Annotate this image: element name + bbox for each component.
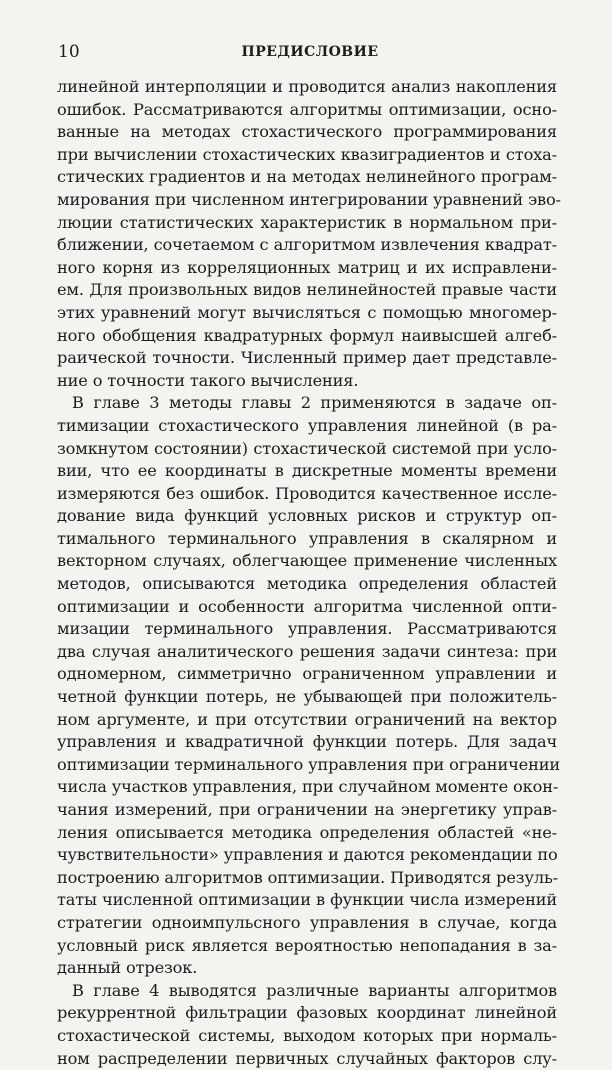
- text-line: чувствительности» управления и даются рекомендации по: [57, 845, 558, 865]
- text-line: рекуррентной фильтрации фазовых координат линейной: [57, 1003, 557, 1023]
- text-line: при вычислении стохастических квазиградиентов и стоха-: [57, 144, 557, 164]
- text-line: мизации терминального управления. Рассматриваются: [57, 619, 557, 639]
- text-line: оптимизации терминального управления при ограничении: [57, 754, 560, 774]
- text-line: измеряются без ошибок. Проводится качественное иссле-: [57, 483, 557, 503]
- text-line: таты численной оптимизации в функции числа измерений: [57, 890, 557, 910]
- text-line: тимального терминального управления в скалярном и: [57, 528, 557, 548]
- text-line: ном аргументе, и при отсутствии ограничений на вектор: [57, 709, 557, 729]
- text-line: стических градиентов и на методах нелинейного програм-: [57, 167, 557, 187]
- text-line: числа участков управления, при случайном моменте окон-: [57, 777, 559, 797]
- text-line: данный отрезок.: [57, 958, 198, 978]
- text-line: ного обобщения квадратурных формул наивысшей алгеб-: [57, 325, 557, 345]
- text-line: методов, описываются методика определения областей: [57, 574, 557, 594]
- text-line: одномерном, симметрично ограниченном управлении и: [57, 664, 557, 684]
- page-number: 10: [58, 42, 80, 62]
- running-head: ПРЕДИСЛОВИЕ: [241, 44, 379, 60]
- text-line: тимизации стохастического управления линейной (в ра-: [57, 415, 557, 435]
- text-line: зомкнутом состоянии) стохастической системой при усло-: [57, 438, 557, 458]
- text-line: вии, что ее координаты в дискретные моменты времени: [57, 461, 557, 481]
- text-line: стратегии одноимпульсного управления в случае, когда: [57, 912, 557, 932]
- text-line: ванные на методах стохастического программирования: [57, 122, 557, 142]
- text-line: В главе 3 методы главы 2 применяются в задаче оп-: [72, 393, 557, 413]
- body-text: [57, 76, 561, 1070]
- text-line: дование вида функций условных рисков и структур оп-: [57, 506, 557, 526]
- text-line: этих уравнений могут вычисляться с помощью многомер-: [57, 302, 557, 322]
- text-line: векторном случаях, облегчающее применение численных: [57, 551, 557, 571]
- text-line: раической точности. Численный пример дает представле-: [57, 348, 557, 368]
- text-line: люции статистических характеристик в нормальном при-: [57, 212, 557, 232]
- text-line: управления и квадратичной функции потерь. Для задач: [57, 732, 557, 752]
- text-line: ближении, сочетаемом с алгоритмом извлечения квадрат-: [57, 235, 557, 255]
- text-line: условный риск является вероятностью непопадания в за-: [57, 935, 557, 955]
- text-line: В главе 4 выводятся различные варианты алгоритмов: [72, 980, 557, 1000]
- text-line: ном распределении первичных случайных факторов слу-: [57, 1048, 557, 1068]
- text-line: построению алгоритмов оптимизации. Приводятся резуль-: [57, 867, 558, 887]
- text-line: ошибок. Рассматриваются алгоритмы оптимизации, осно-: [57, 99, 557, 119]
- text-line: ления описывается методика определения областей «не-: [57, 822, 557, 842]
- text-line: мирования при численном интегрировании уравнений эво-: [57, 189, 561, 209]
- text-line: чания измерений, при ограничении на энергетику управ-: [57, 800, 557, 819]
- text-line: два случая аналитического решения задачи синтеза: при: [57, 641, 557, 661]
- text-line: линейной интерполяции и проводится анализ накопления: [57, 77, 557, 96]
- text-line: ного корня из корреляционных матриц и их исправлени-: [57, 257, 557, 277]
- text-line: ние о точности такого вычисления.: [57, 370, 359, 390]
- text-line: ем. Для произвольных видов нелинейностей правые части: [57, 280, 557, 300]
- page-header: [58, 42, 562, 64]
- text-line: оптимизации и особенности алгоритма численной опти-: [57, 596, 557, 616]
- text-line: стохастической системы, выходом которых при нормаль-: [57, 1025, 557, 1045]
- text-line: четной функции потерь, не убывающей при положитель-: [57, 687, 557, 707]
